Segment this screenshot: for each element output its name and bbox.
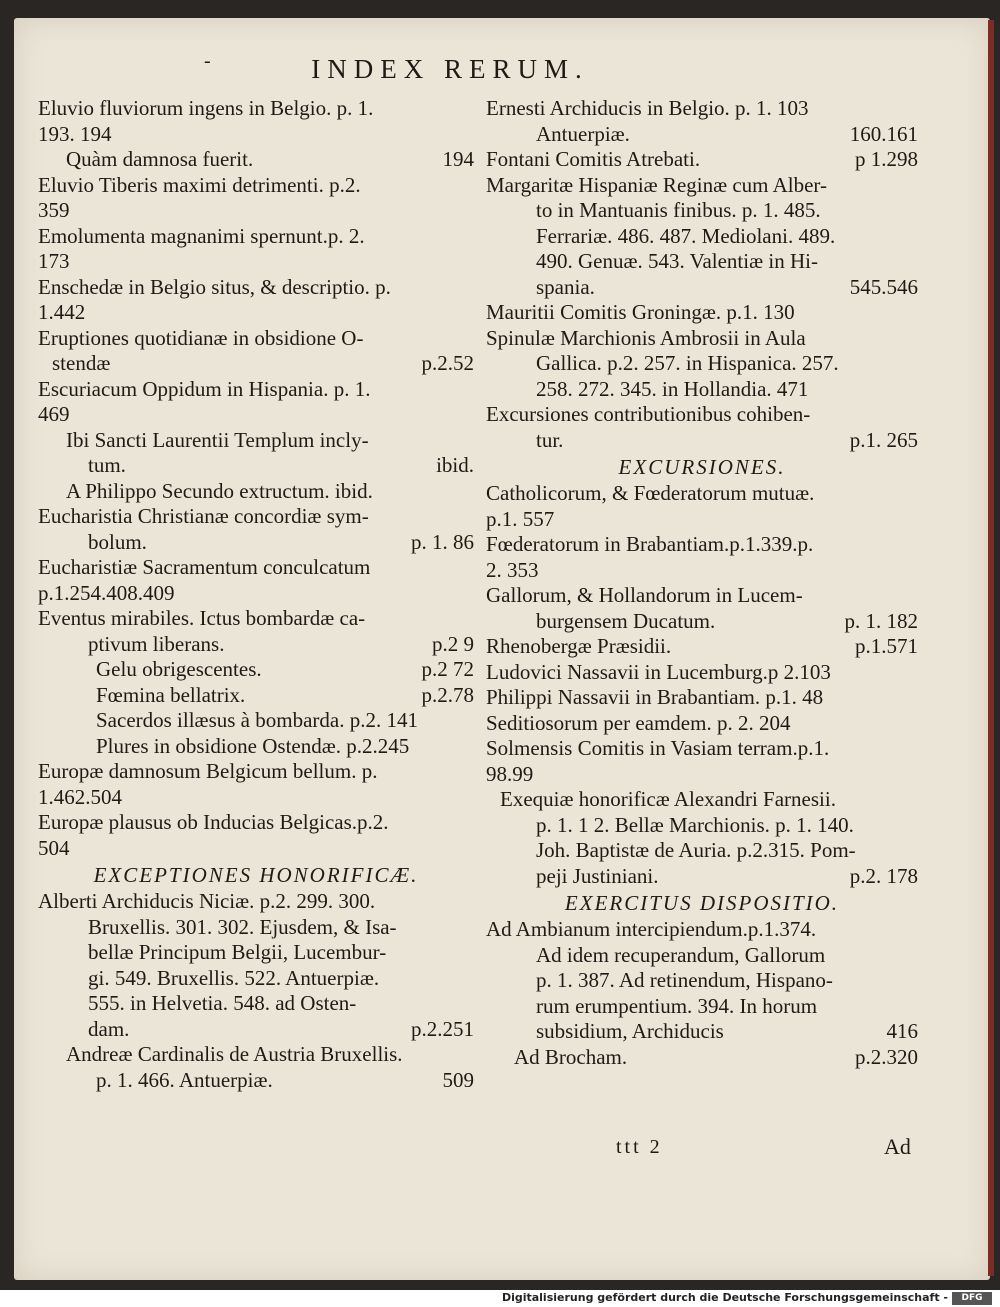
page-reference: p. 1. 86 bbox=[411, 529, 474, 554]
footer-credit: Digitalisierung gefördert durch die Deutsche Forschungsgemeinschaft - bbox=[501, 1291, 948, 1304]
page-reference: p.2.320 bbox=[855, 1044, 918, 1069]
index-entry bbox=[486, 173, 918, 199]
entry-text: Catholicorum, & Fœderatorum mutuæ. bbox=[486, 481, 815, 505]
index-entry bbox=[486, 377, 918, 403]
entry-text: bellæ Principum Belgii, Lucembur- bbox=[88, 940, 387, 964]
entry-text: Plures in obsidione Ostendæ. p.2.245 bbox=[96, 733, 410, 758]
entry-text: Eluvio Tiberis maximi detrimenti. p.2. bbox=[38, 172, 361, 197]
entry-text: 504 bbox=[38, 835, 70, 860]
index-entry bbox=[38, 147, 474, 173]
entry-text: Rhenobergæ Præsidii. bbox=[486, 634, 672, 658]
entry-text: Gelu obrigescentes. bbox=[96, 657, 262, 681]
entry-text: Fœderatorum in Brabantiam.p.1.339.p. bbox=[486, 532, 814, 556]
entry-text: Ibi Sancti Laurentii Templum incly- bbox=[66, 427, 369, 452]
entry-text: Ad idem recuperandum, Gallorum bbox=[536, 942, 826, 967]
header-mark: - bbox=[204, 50, 211, 72]
index-entry bbox=[486, 326, 918, 352]
dfg-logo: DFG bbox=[952, 1292, 992, 1305]
index-entry bbox=[486, 762, 918, 788]
page-reference: 160.161 bbox=[849, 121, 918, 146]
page-title: INDEX RERUM. bbox=[311, 54, 589, 84]
entry-text: Enschedæ in Belgio situs, & descriptio. p. bbox=[38, 274, 391, 299]
entry-text: ptivum liberans. bbox=[88, 631, 225, 656]
page-reference: p.1.571 bbox=[855, 634, 918, 658]
index-entry bbox=[486, 736, 918, 762]
index-entry bbox=[38, 1017, 474, 1043]
index-entry bbox=[38, 300, 474, 326]
index-entry bbox=[486, 685, 918, 711]
entry-text: 490. Genuæ. 543. Valentiæ in Hi- bbox=[536, 249, 818, 273]
page-reference: 194 bbox=[442, 147, 474, 171]
index-entry bbox=[38, 889, 474, 915]
index-entry bbox=[38, 1042, 474, 1068]
entry-text: Sacerdos illæsus à bombarda. p.2. 141 bbox=[96, 708, 418, 732]
page-reference: p.2.78 bbox=[421, 682, 474, 707]
entry-text: 2. 353 bbox=[486, 557, 539, 582]
index-entry bbox=[486, 96, 918, 122]
entry-text: Eruptiones quotidianæ in obsidione O- bbox=[38, 325, 364, 350]
entry-text: Excursiones contributionibus cohiben- bbox=[486, 402, 811, 426]
index-entry bbox=[486, 660, 918, 686]
section-heading: EXCEPTIONES HONORIFICÆ. bbox=[93, 863, 419, 887]
index-entry bbox=[486, 994, 918, 1020]
index-column-right bbox=[486, 96, 918, 1070]
entry-text: bolum. bbox=[88, 529, 147, 554]
entry-text: dam. bbox=[88, 1016, 130, 1041]
index-entry bbox=[38, 555, 474, 581]
index-entry bbox=[486, 275, 918, 301]
entry-text: Andreæ Cardinalis de Austria Bruxellis. bbox=[66, 1042, 403, 1066]
page-edge bbox=[988, 20, 994, 1276]
entry-text: Fontani Comitis Atrebati. bbox=[486, 147, 701, 171]
index-entry bbox=[38, 351, 474, 377]
entry-text: 98.99 bbox=[486, 761, 534, 786]
page-reference: p 1.298 bbox=[855, 147, 918, 171]
page-reference: 509 bbox=[442, 1067, 474, 1092]
entry-text: stendæ bbox=[52, 351, 111, 375]
entry-text: 359 bbox=[38, 198, 70, 222]
index-entry bbox=[38, 940, 474, 966]
entry-text: p.1.254.408.409 bbox=[38, 580, 175, 605]
entry-text: burgensem Ducatum. bbox=[536, 608, 716, 633]
index-entry bbox=[38, 708, 474, 734]
index-entry bbox=[38, 377, 474, 403]
entry-text: 555. in Helvetia. 548. ad Osten- bbox=[88, 991, 357, 1015]
entry-text: rum erumpentium. 394. In horum bbox=[536, 993, 818, 1018]
index-entry bbox=[38, 836, 474, 862]
entry-text: Seditiosorum per eamdem. p. 2. 204 bbox=[486, 710, 791, 735]
index-entry bbox=[38, 966, 474, 992]
index-column-left bbox=[38, 96, 474, 1093]
index-entry bbox=[486, 532, 918, 558]
entry-text: Fœmina bellatrix. bbox=[96, 682, 246, 707]
index-entry bbox=[38, 198, 474, 224]
entry-text: Exequiæ honorificæ Alexandri Farnesii. bbox=[500, 787, 836, 811]
index-entry bbox=[486, 583, 918, 609]
entry-text: tur. bbox=[536, 427, 564, 452]
entry-text: Gallica. p.2. 257. in Hispanica. 257. bbox=[536, 351, 839, 375]
index-entry bbox=[486, 198, 918, 224]
index-entry bbox=[486, 300, 918, 326]
index-entry bbox=[486, 1019, 918, 1045]
page-reference: 416 bbox=[886, 1019, 918, 1043]
entry-text: 1.462.504 bbox=[38, 784, 122, 809]
entry-text: Bruxellis. 301. 302. Ejusdem, & Isa- bbox=[88, 914, 397, 939]
page-reference: p.2 9 bbox=[432, 631, 474, 656]
index-entry bbox=[486, 147, 918, 173]
entry-text: 469 bbox=[38, 402, 70, 426]
index-entry bbox=[38, 173, 474, 199]
entry-text: Eventus mirabiles. Ictus bombardæ ca- bbox=[38, 606, 366, 630]
entry-text: p. 1. 466. Antuerpiæ. bbox=[96, 1067, 273, 1092]
page-reference: p.2 72 bbox=[421, 657, 474, 681]
index-entry bbox=[38, 810, 474, 836]
entry-text: A Philippo Secundo extructum. ibid. bbox=[66, 478, 373, 503]
entry-text: Ad Ambianum intercipiendum.p.1.374. bbox=[486, 917, 817, 941]
index-entry bbox=[38, 991, 474, 1017]
entry-text: Europæ plausus ob Inducias Belgicas.p.2. bbox=[38, 810, 389, 834]
index-entry bbox=[486, 813, 918, 839]
entry-text: Eluvio fluviorum ingens in Belgio. p. 1. bbox=[38, 96, 374, 120]
section-heading: EXERCITUS DISPOSITIO. bbox=[564, 891, 840, 915]
page-reference: ibid. bbox=[436, 453, 474, 477]
index-entry bbox=[38, 785, 474, 811]
index-entry bbox=[486, 838, 918, 864]
entry-text: Alberti Archiducis Niciæ. p.2. 299. 300. bbox=[38, 889, 376, 913]
entry-text: subsidium, Archiducis bbox=[536, 1019, 724, 1043]
footer-bar bbox=[0, 1290, 1000, 1307]
entry-text: Escuriacum Oppidum in Hispania. p. 1. bbox=[38, 376, 371, 401]
index-entry bbox=[38, 479, 474, 505]
entry-text: Margaritæ Hispaniæ Reginæ cum Alber- bbox=[486, 172, 827, 197]
index-entry bbox=[486, 481, 918, 507]
index-entry bbox=[38, 632, 474, 658]
index-entry bbox=[38, 224, 474, 250]
index-entry bbox=[486, 917, 918, 943]
entry-text: Antuerpiæ. bbox=[536, 121, 630, 146]
index-entry bbox=[38, 530, 474, 556]
index-entry bbox=[486, 351, 918, 377]
entry-text: p. 1. 1 2. Bellæ Marchionis. p. 1. 140. bbox=[536, 812, 854, 837]
index-entry bbox=[486, 609, 918, 635]
index-entry bbox=[486, 711, 918, 737]
index-entry bbox=[38, 96, 474, 122]
entry-text: Ad Brocham. bbox=[514, 1044, 628, 1069]
page-reference: p.2. 178 bbox=[849, 863, 918, 888]
page-reference: p. 1. 182 bbox=[844, 608, 918, 633]
signature-mark: ttt 2 bbox=[616, 1136, 663, 1158]
entry-text: Quàm damnosa fuerit. bbox=[66, 147, 254, 171]
entry-text: peji Justiniani. bbox=[536, 863, 659, 888]
index-entry bbox=[486, 968, 918, 994]
index-entry bbox=[486, 122, 918, 148]
index-entry bbox=[486, 787, 918, 813]
entry-text: Spinulæ Marchionis Ambrosii in Aula bbox=[486, 325, 806, 350]
index-entry bbox=[38, 249, 474, 275]
index-entry bbox=[486, 943, 918, 969]
index-entry bbox=[38, 122, 474, 148]
index-entry bbox=[486, 864, 918, 890]
index-entry bbox=[486, 558, 918, 584]
page-reference: 545.546 bbox=[849, 274, 918, 299]
index-entry bbox=[38, 1068, 474, 1094]
index-entry bbox=[486, 634, 918, 660]
index-entry bbox=[38, 683, 474, 709]
index-entry bbox=[486, 1045, 918, 1071]
page-reference: p.2.52 bbox=[421, 351, 474, 375]
index-entry bbox=[38, 504, 474, 530]
index-entry bbox=[38, 326, 474, 352]
entry-text: Mauritii Comitis Groningæ. p.1. 130 bbox=[486, 300, 795, 324]
entry-text: Eucharistia Christianæ concordiæ sym- bbox=[38, 504, 369, 528]
index-entry bbox=[38, 734, 474, 760]
index-entry bbox=[486, 224, 918, 250]
index-entry bbox=[38, 275, 474, 301]
entry-text: Ludovici Nassavii in Lucemburg.p 2.103 bbox=[486, 659, 831, 684]
index-entry bbox=[38, 657, 474, 683]
entry-text: Solmensis Comitis in Vasiam terram.p.1. bbox=[486, 736, 830, 760]
index-entry bbox=[38, 915, 474, 941]
index-entry bbox=[486, 428, 918, 454]
page-reference: p.1. 265 bbox=[849, 427, 918, 452]
entry-text: Eucharistiæ Sacramentum conculcatum bbox=[38, 555, 371, 579]
index-entry bbox=[38, 581, 474, 607]
entry-text: Joh. Baptistæ de Auria. p.2.315. Pom- bbox=[536, 838, 856, 862]
index-entry bbox=[38, 428, 474, 454]
running-header bbox=[200, 50, 700, 85]
entry-text: tum. bbox=[88, 453, 126, 477]
index-entry bbox=[486, 249, 918, 275]
index-entry bbox=[38, 453, 474, 479]
entry-text: 193. 194 bbox=[38, 121, 112, 146]
index-entry bbox=[38, 759, 474, 785]
catchword: Ad bbox=[884, 1134, 911, 1159]
entry-text: gi. 549. Bruxellis. 522. Antuerpiæ. bbox=[88, 965, 380, 990]
entry-text: p.1. 557 bbox=[486, 506, 555, 531]
entry-text: Gallorum, & Hollandorum in Lucem- bbox=[486, 583, 803, 607]
entry-text: Europæ damnosum Belgicum bellum. p. bbox=[38, 759, 378, 783]
index-entry bbox=[486, 402, 918, 428]
entry-text: 1.442 bbox=[38, 300, 86, 324]
section-heading: EXCURSIONES. bbox=[618, 455, 786, 479]
entry-text: Ernesti Archiducis in Belgio. p. 1. 103 bbox=[486, 96, 809, 120]
index-entry bbox=[38, 606, 474, 632]
entry-text: p. 1. 387. Ad retinendum, Hispano- bbox=[536, 968, 833, 992]
index-entry bbox=[38, 402, 474, 428]
entry-text: to in Mantuanis finibus. p. 1. 485. bbox=[536, 198, 821, 222]
entry-text: Emolumenta magnanimi spernunt.p. 2. bbox=[38, 223, 365, 248]
index-entry bbox=[486, 507, 918, 533]
page-reference: p.2.251 bbox=[411, 1016, 474, 1041]
entry-text: 173 bbox=[38, 249, 70, 273]
entry-text: 258. 272. 345. in Hollandia. 471 bbox=[536, 376, 809, 401]
entry-text: Ferrariæ. 486. 487. Mediolani. 489. bbox=[536, 223, 836, 248]
entry-text: Philippi Nassavii in Brabantiam. p.1. 48 bbox=[486, 685, 824, 709]
entry-text: spania. bbox=[536, 274, 595, 299]
